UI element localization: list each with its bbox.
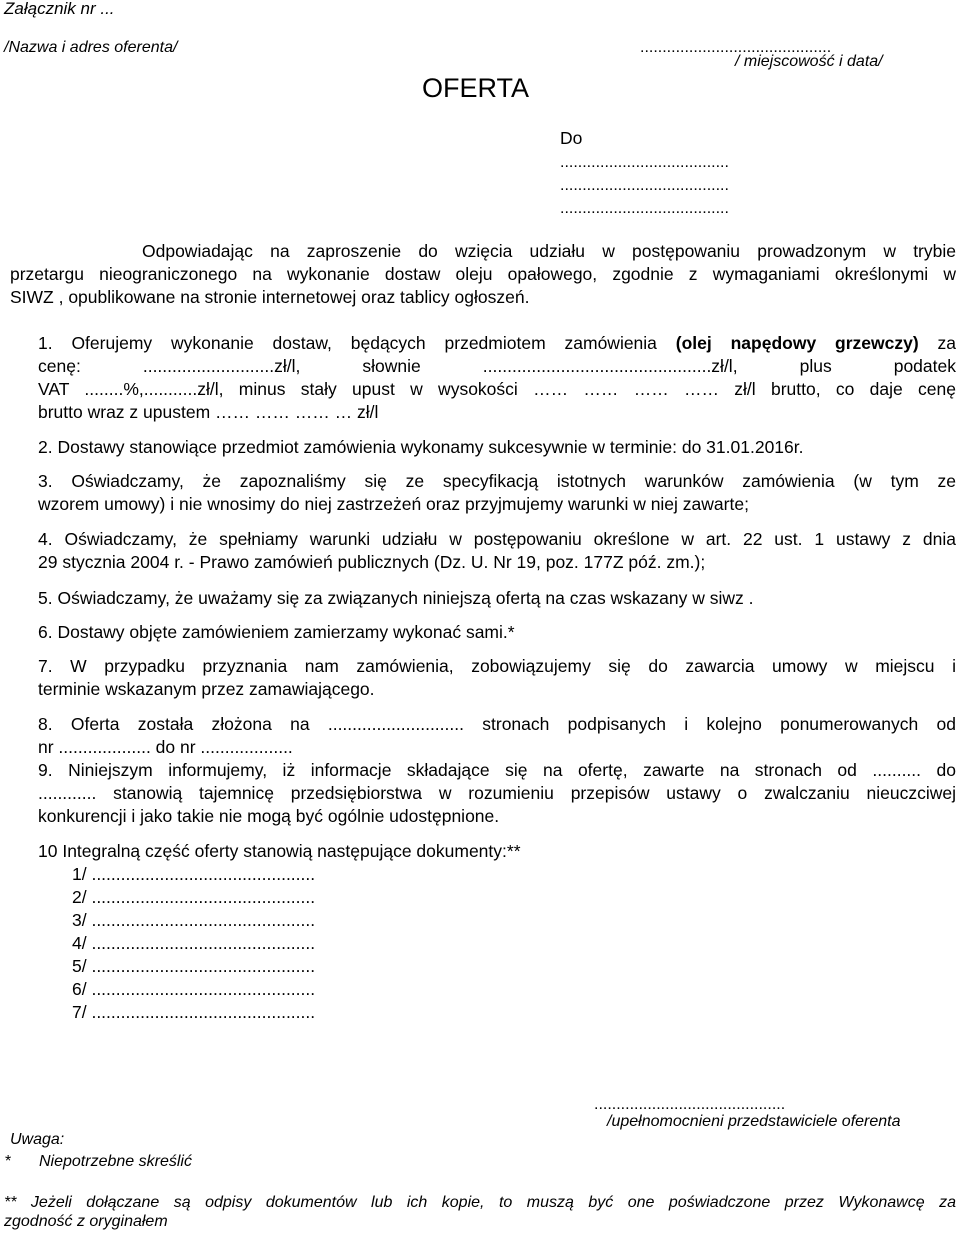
item-5: 5. Oświadczamy, że uważamy się za związanych niniejszą ofertą na czas wskazany w siwz . bbox=[38, 588, 754, 608]
addressee-line-2: ...................................... bbox=[560, 177, 729, 194]
item-1-text-c: za bbox=[918, 333, 957, 353]
document-list-item: 7/ .............................................. bbox=[72, 1002, 316, 1022]
item-4-line-1: 4. Oświadczamy, że spełniamy warunki udziału w postępowaniu określone w art. 22 ust. 1 ustawy z dnia bbox=[38, 529, 956, 549]
note-1-text: Niepotrzebne skreślić bbox=[39, 1153, 192, 1170]
item-1-line-3: VAT ........%,...........zł/l, minus stały upust w wysokości …… …… …… …… zł/l brutto, co daje cenę bbox=[38, 379, 956, 399]
addressee-label: Do bbox=[560, 128, 583, 148]
signature-label: /upełnomocnieni przedstawiciele oferenta bbox=[607, 1113, 901, 1130]
item-1-line-1 bbox=[38, 332, 956, 355]
attachment-label: Załącznik nr ... bbox=[4, 0, 115, 18]
document-list-item: 2/ .............................................. bbox=[72, 887, 316, 907]
item-9-line-2: ............ stanowią tajemnicę przedsiębiorstwa w rozumieniu przepisów ustawy o zwalczaniu nieuczciwej bbox=[38, 783, 956, 803]
intro-line-2: przetargu nieograniczonego na wykonanie dostaw oleju opałowego, zgodnie z wymaganiami określonymi w bbox=[10, 264, 956, 284]
document-list-item: 6/ .............................................. bbox=[72, 979, 316, 999]
item-7-line-2: terminie wskazanym przez zamawiającego. bbox=[38, 679, 375, 699]
item-9-line-3: konkurencji i jako takie nie mogą być ogólnie udostępnione. bbox=[38, 806, 500, 826]
item-9-line-1: 9. Niniejszym informujemy, iż informacje składające się na ofertę, zawarte na stronach od .......... do bbox=[38, 760, 956, 780]
item-8-line-1: 8. Oferta została złożona na ............................ stronach podpisanych i kolejno ponumerowanych od bbox=[38, 714, 956, 734]
document-list-item: 5/ .............................................. bbox=[72, 956, 316, 976]
item-1-line-2: cenę: ...........................zł/l, słownie ...............................................zł/l, plus podatek bbox=[38, 356, 956, 376]
addressee-line-3: ...................................... bbox=[560, 200, 729, 217]
place-date-label: / miejscowość i data/ bbox=[735, 53, 883, 70]
intro-line-3: SIWZ , opublikowane na stronie internetowej oraz tablicy ogłoszeń. bbox=[10, 287, 530, 307]
note-2-line-1: ** Jeżeli dołączane są odpisy dokumentów lub ich kopie, to muszą być one poświadczone przez Wykonawcę za bbox=[4, 1194, 956, 1211]
item-3-line-2: wzorem umowy) i nie wnosimy do niej zastrzeżeń oraz przyjmujemy warunki w niej zawarte; bbox=[38, 494, 749, 514]
item-8-line-2: nr ................... do nr ................... bbox=[38, 737, 293, 757]
note-2-line-2: zgodność z oryginałem bbox=[4, 1213, 168, 1230]
item-7-line-1: 7. W przypadku przyznania nam zamówienia, zobowiązujemy się do zawarcia umowy w miejscu i bbox=[38, 656, 956, 676]
document-list-item: 4/ .............................................. bbox=[72, 933, 316, 953]
note-heading: Uwaga: bbox=[10, 1131, 65, 1148]
signature-dots: ........................................... bbox=[594, 1096, 786, 1113]
place-date-dots: ........................................... bbox=[640, 39, 832, 56]
document-list-item: 1/ .............................................. bbox=[72, 864, 316, 884]
item-10: 10 Integralną część oferty stanowią następujące dokumenty:** bbox=[38, 841, 521, 861]
item-4-line-2: 29 stycznia 2004 r. - Prawo zamówień publicznych (Dz. U. Nr 19, poz. 177Z póź. zm.); bbox=[38, 552, 706, 572]
note-1-mark: * bbox=[5, 1153, 12, 1170]
item-2: 2. Dostawy stanowiące przedmiot zamówienia wykonamy sukcesywnie w terminie: do 31.01.2016r. bbox=[38, 437, 804, 457]
document-list-item: 3/ .............................................. bbox=[72, 910, 316, 930]
addressee-line-1: ...................................... bbox=[560, 154, 729, 171]
item-3-line-1: 3. Oświadczamy, że zapoznaliśmy się ze specyfikacją istotnych warunków zamówienia (w tym ze bbox=[38, 471, 956, 491]
item-6: 6. Dostawy objęte zamówieniem zamierzamy wykonać sami.* bbox=[38, 622, 515, 642]
item-1-product: (olej napędowy grzewczy) bbox=[675, 333, 919, 353]
item-1-text-a: 1. Oferujemy wykonanie dostaw, będących przedmiotem zamówienia bbox=[38, 333, 676, 353]
item-1-line-4: brutto wraz z upustem …… …… …… … zł/l bbox=[38, 402, 379, 422]
intro-line-1: Odpowiadając na zaproszenie do wzięcia udziału w postępowaniu prowadzonym w trybie bbox=[142, 241, 956, 261]
document-title: OFERTA bbox=[422, 73, 530, 103]
bidder-name-label: /Nazwa i adres oferenta/ bbox=[4, 39, 178, 56]
